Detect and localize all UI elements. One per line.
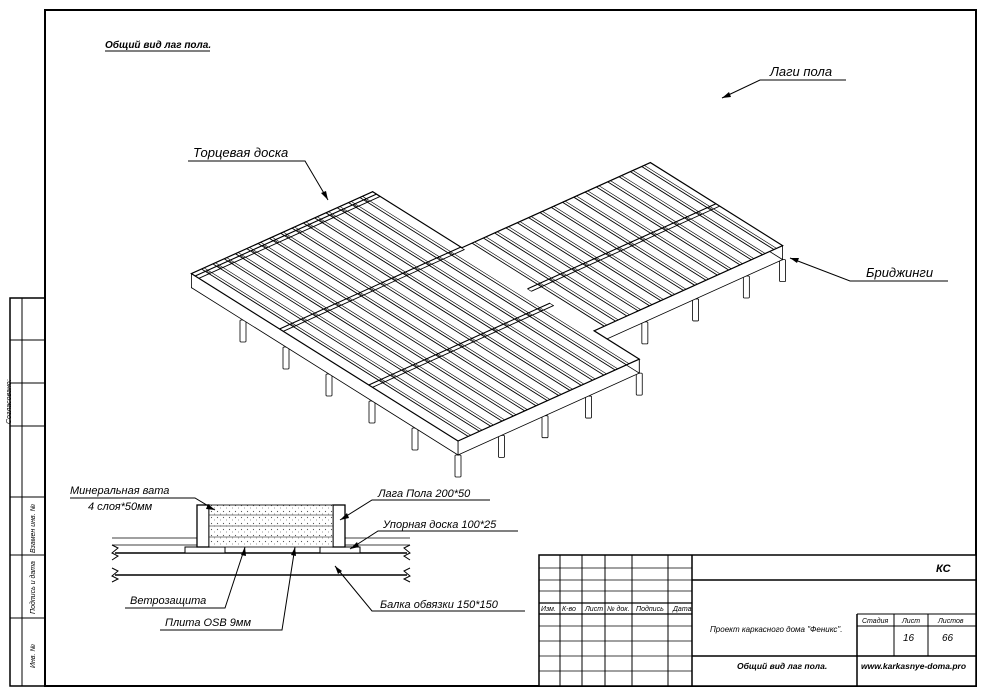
- svg-text:Изм.: Изм.: [541, 606, 556, 613]
- replaced-inv-label: Взамен инв. №: [30, 503, 37, 553]
- wind-barrier-label: Ветрозащита: [130, 595, 207, 607]
- mineral-wool-layers-label: 4 слоя*50мм: [88, 501, 153, 513]
- svg-text:Подпись: Подпись: [636, 606, 664, 613]
- floor-frame-isometric: [191, 163, 785, 477]
- callout-floor-joists: [722, 64, 846, 98]
- svg-text:Лист: Лист: [585, 606, 604, 613]
- joist-label: Лага Пола 200*50: [378, 488, 471, 500]
- svg-text:К-во: К-во: [562, 606, 576, 613]
- website: www.karkasnye-doma.pro: [861, 661, 967, 671]
- svg-text:Стадия: Стадия: [862, 618, 889, 625]
- svg-text:Дата: Дата: [673, 606, 692, 613]
- ledger-label: Упорная доска 100*25: [383, 519, 497, 531]
- callout-rim-board: [188, 145, 328, 200]
- beam-label: Балка обвязки 150*150: [380, 599, 498, 611]
- floor-section-detail: [70, 485, 525, 630]
- mineral-wool-label: Минеральная вата: [70, 485, 170, 497]
- callout-bridging: [790, 258, 948, 281]
- doc-code: КС: [936, 563, 951, 575]
- svg-text:№ док.: № док.: [607, 606, 630, 613]
- sheet-number: 16: [903, 633, 915, 644]
- osb-label: Плита OSB 9мм: [165, 617, 251, 629]
- agreed-label: Согласовано:: [6, 379, 13, 424]
- svg-text:Лист: Лист: [902, 618, 921, 625]
- project-name: Проект каркасного дома "Феникс".: [710, 625, 843, 634]
- sheet-name: Общий вид лаг пола.: [737, 661, 828, 671]
- svg-text:Торцевая доска: Торцевая доска: [193, 145, 289, 160]
- svg-text:Листов: Листов: [938, 618, 964, 625]
- side-stamp: [6, 298, 45, 686]
- inv-no-label: Инв. №: [30, 644, 37, 668]
- title-block: [539, 555, 976, 686]
- svg-text:Лаги пола: Лаги пола: [770, 64, 833, 79]
- sheet-count: 66: [942, 633, 954, 644]
- signature-date-label: Подпись и дата: [30, 561, 37, 614]
- drawing-title: Общий вид лаг пола.: [105, 40, 212, 51]
- svg-text:Бриджинги: Бриджинги: [866, 265, 934, 280]
